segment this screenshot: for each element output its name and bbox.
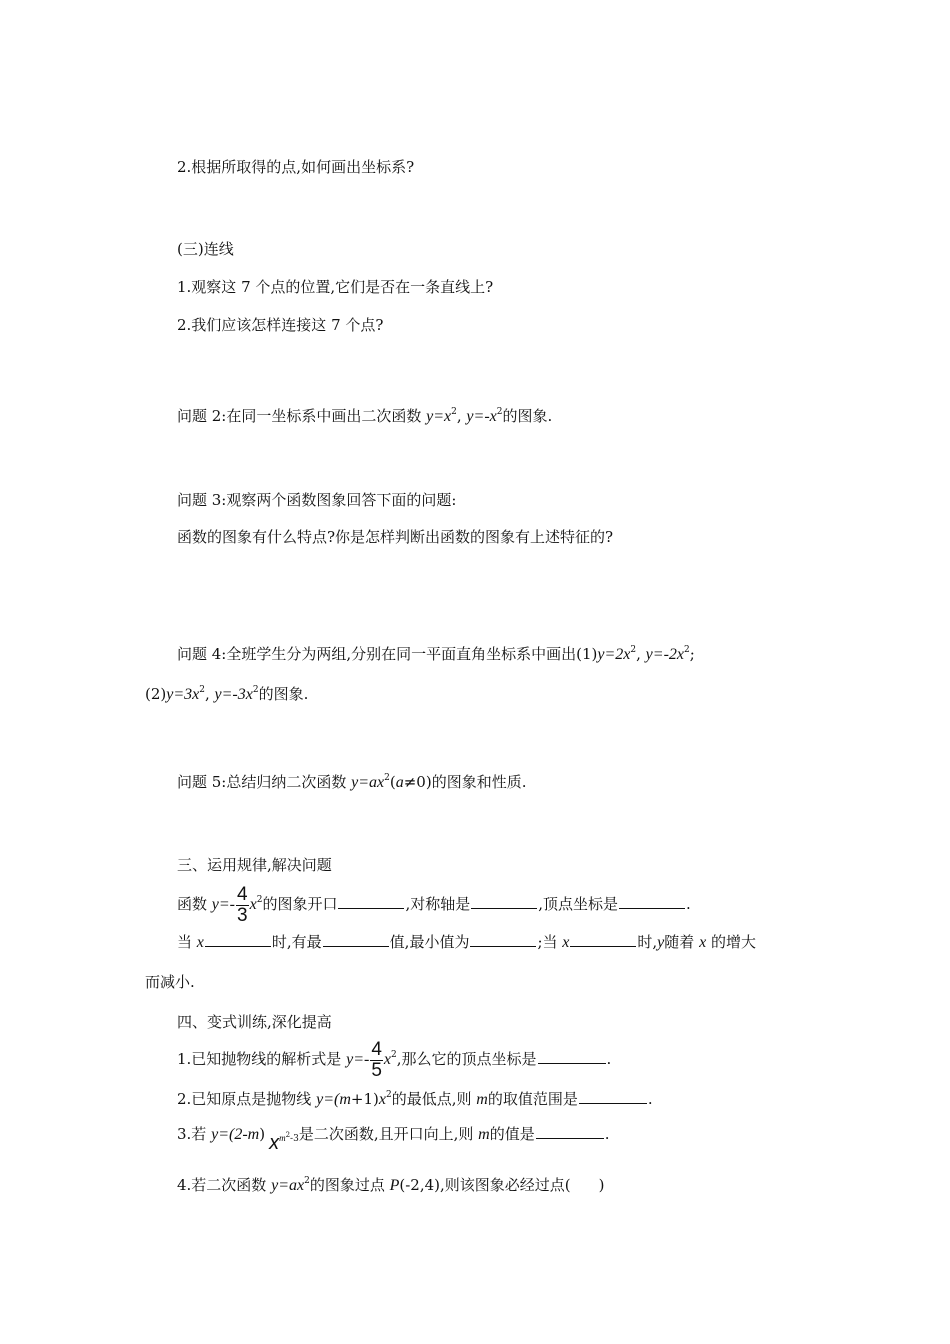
question-5: 问题 5:总结归纳二次函数 $y=ax^2(a\ne 0)$的图象和性质.	[177, 773, 527, 791]
text-line-observe: 1.观察这 7 个点的位置,它们是否在一条直线上?	[177, 278, 494, 296]
question-2: 问题 2:在同一坐标系中画出二次函数 $y=x^2$, $y=-x^2$的图象.	[177, 407, 553, 425]
section-heading-lianxian: (三)连线	[177, 240, 234, 258]
exercise-4-item-2: 2.已知原点是抛物线 $y=(m+1)x^2$的最低点,则 m的取值范围是 .	[177, 1090, 653, 1108]
text-line-1: 2.根据所取得的点,如何画出坐标系?	[177, 158, 415, 176]
answer-blank[interactable]	[323, 932, 389, 947]
question-4: 问题 4:全班学生分为两组,分别在同一平面直角坐标系中画出$(1)y=2x^2$, $y=-2x^2$;	[177, 645, 695, 663]
exercise-3-line-2: 当 x 时,有最 值,最小值为 ;当 x 时,y随着 x 的增大	[177, 933, 756, 951]
answer-blank[interactable]	[619, 894, 685, 909]
exercise-4-item-4: 4.若二次函数 $y=ax^2$的图象过点 P(-2,4),则该图象必经过点( )	[177, 1176, 605, 1194]
answer-blank[interactable]	[579, 1089, 647, 1104]
question-3-body: 函数的图象有什么特点?你是怎样判断出函数的图象有上述特征的?	[177, 528, 614, 546]
answer-blank[interactable]	[470, 932, 536, 947]
answer-blank[interactable]	[538, 1049, 606, 1064]
exercise-4-item-1: 1.已知抛物线的解析式是 y=- $\frac{4}{5}$ $x^2$,那么它的顶点坐标是 .	[177, 1038, 612, 1081]
answer-blank[interactable]	[536, 1124, 604, 1139]
answer-blank[interactable]	[471, 894, 537, 909]
fraction-4-3: $\frac{4}{3}$	[237, 883, 248, 926]
question-4-cont: $(2)y=3x^2$, $y=-3x^2$的图象.	[145, 685, 309, 703]
exercise-3-line-1: 函数 y=- $\frac{4}{3}$ $x^2$的图象开口 ,对称轴是 ,顶点坐标是 .	[177, 883, 691, 926]
section-heading-3: 三、运用规律,解决问题	[177, 856, 332, 874]
section-heading-4: 四、变式训练,深化提高	[177, 1013, 332, 1031]
exercise-4-item-3: 3.若 y=(2-m) $xm^2-3$是二次函数,且开口向上,则 m的值是 .	[177, 1125, 610, 1154]
exercise-3-line-3: 而减小.	[145, 973, 195, 991]
question-3: 问题 3:观察两个函数图象回答下面的问题:	[177, 491, 457, 509]
answer-blank[interactable]	[205, 932, 271, 947]
fraction-4-5: $\frac{4}{5}$	[371, 1038, 382, 1081]
answer-blank[interactable]	[338, 894, 404, 909]
answer-blank[interactable]	[570, 932, 636, 947]
text-line-connect: 2.我们应该怎样连接这 7 个点?	[177, 316, 384, 334]
